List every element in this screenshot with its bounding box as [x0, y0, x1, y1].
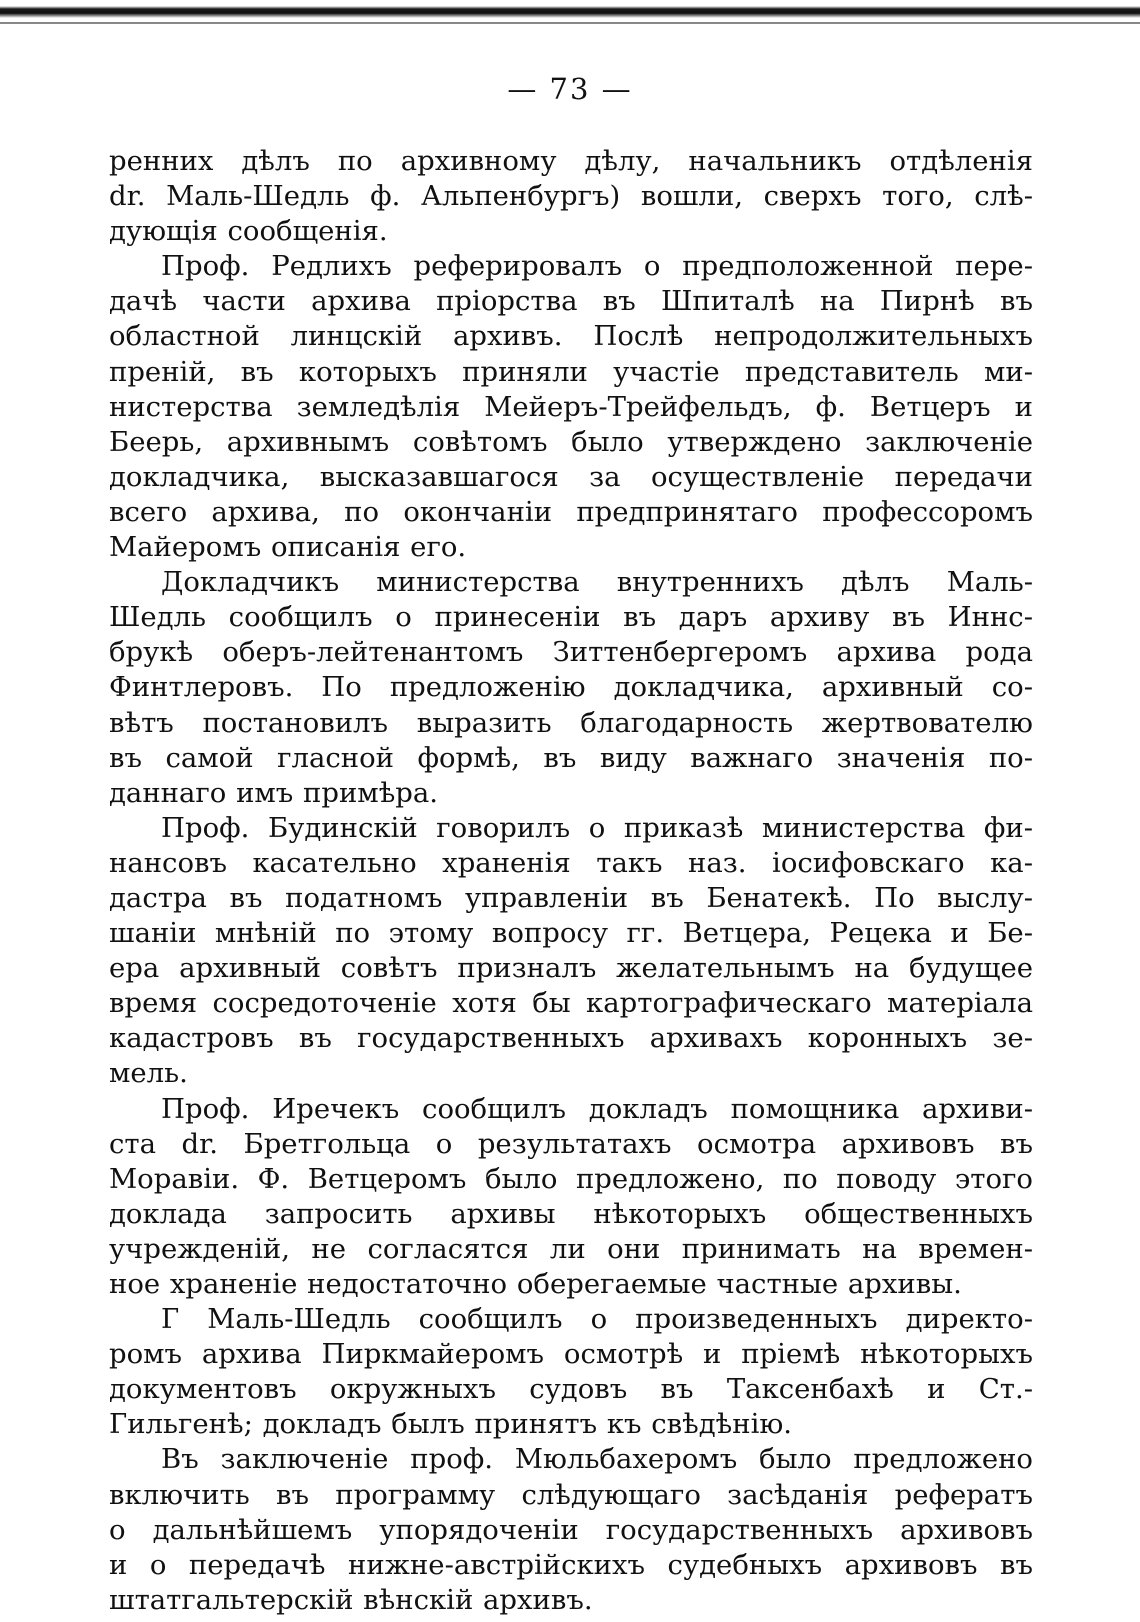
text-line: Гильгенѣ; докладъ былъ принятъ къ свѣдѣнію.	[109, 1408, 793, 1441]
text-line: докладчика, высказавшагося за осуществленіе передачи	[109, 460, 1033, 493]
text-line: Беерь, архивнымъ совѣтомъ было утверждено заключеніе	[109, 425, 1033, 458]
text-line: и о передачѣ нижне-австрійскихъ судебныхъ архивовъ въ	[109, 1548, 1033, 1581]
text-line: дующія сообщенія.	[109, 215, 388, 248]
text-line: Проф. Редлихъ реферировалъ о предположенной пере-	[161, 250, 1033, 283]
text-line: доклада запросить архивы нѣкоторыхъ общественныхъ	[109, 1197, 1033, 1230]
text-line: Шедль сообщилъ о принесеніи въ даръ архиву въ Иннс-	[109, 601, 1033, 634]
text-line: учрежденій, не согласятся ли они принимать на времен-	[109, 1232, 1033, 1265]
text-line: нансовъ касательно храненія такъ наз. іосифовскаго ка-	[109, 846, 1033, 879]
text-line: ренних дѣлъ по архивному дѣлу, начальникъ отдѣленія	[109, 145, 1033, 177]
text-line: Проф. Иречекъ сообщилъ докладъ помощника архиви-	[161, 1092, 1033, 1125]
text-line: документовъ окружныхъ судовъ въ Таксенбахѣ и Ст.-	[109, 1373, 1033, 1406]
text-line: ное храненіе недостаточно оберегаемые частные архивы.	[109, 1268, 962, 1300]
text-line: Г Маль-Шедль сообщилъ о произведенныхъ директо-	[161, 1303, 1033, 1336]
text-line: областной линцскій архивъ. Послѣ непродолжительныхъ	[109, 320, 1033, 353]
text-line: Финтлеровъ. По предложенію докладчика, архивный со-	[109, 671, 1033, 704]
text-line: вѣтъ постановилъ выразить благодарность жертвователю	[109, 706, 1033, 739]
text-line: Моравіи. Ф. Ветцеромъ было предложено, по поводу этого	[109, 1162, 1033, 1195]
text-line: штатгальтерскій вѣнскій архивъ.	[109, 1583, 593, 1616]
text-line: дастра въ податномъ управленіи въ Бенатекѣ. По выслу-	[109, 881, 1033, 914]
top-rule-thin	[0, 22, 1140, 24]
text-line: мель.	[109, 1057, 188, 1090]
body-text	[109, 144, 1033, 1618]
text-line: брукѣ оберъ-лейтенантомъ Зиттенбергеромъ архива рода	[109, 636, 1033, 669]
text-line: Майеромъ описанія его.	[109, 531, 467, 564]
text-line: ера архивный совѣтъ призналъ желательнымъ на будущее	[109, 952, 1033, 985]
text-line: нистерства земледѣлія Мейеръ-Трейфельдъ, ф. Ветцеръ и	[109, 390, 1033, 423]
text-line: ста dr. Бретгольца о результатахъ осмотра архивовъ въ	[109, 1127, 1033, 1160]
text-line: шаніи мнѣній по этому вопросу гг. Ветцера, Рецека и Бе-	[109, 917, 1033, 950]
text-line: въ самой гласной формѣ, въ виду важнаго значенія по-	[109, 741, 1033, 774]
text-line: преній, въ которыхъ приняли участіе представитель ми-	[109, 355, 1033, 388]
text-line: dr. Маль-Шедль ф. Альпенбургъ) вошли, сверхъ того, слѣ-	[109, 180, 1033, 213]
text-line: о дальнѣйшемъ упорядоченіи государственныхъ архивовъ	[109, 1513, 1033, 1546]
text-line: кадастровъ въ государственныхъ архивахъ коронныхъ зе-	[109, 1022, 1033, 1055]
text-line: ромъ архива Пиркмайеромъ осмотрѣ и пріемѣ нѣкоторыхъ	[109, 1338, 1033, 1371]
text-line: дачѣ части архива пріорства въ Шпиталѣ на Пирнѣ въ	[109, 285, 1033, 318]
text-line: даннаго имъ примѣра.	[109, 776, 439, 809]
text-line: время сосредоточеніе хотя бы картографическаго матеріала	[109, 987, 1033, 1020]
top-rule	[0, 6, 1140, 18]
text-line: Докладчикъ министерства внутреннихъ дѣлъ Маль-	[161, 566, 1033, 599]
text-line: всего архива, по окончаніи предпринятаго профессоромъ	[109, 495, 1033, 528]
text-line: включить въ программу слѣдующаго засѣданія рефератъ	[109, 1478, 1033, 1511]
page-number: — 73 —	[507, 72, 633, 106]
text-line: Проф. Будинскій говорилъ о приказѣ министерства фи-	[161, 811, 1033, 844]
text-line: Въ заключеніе проф. Мюльбахеромъ было предложено	[161, 1443, 1033, 1476]
